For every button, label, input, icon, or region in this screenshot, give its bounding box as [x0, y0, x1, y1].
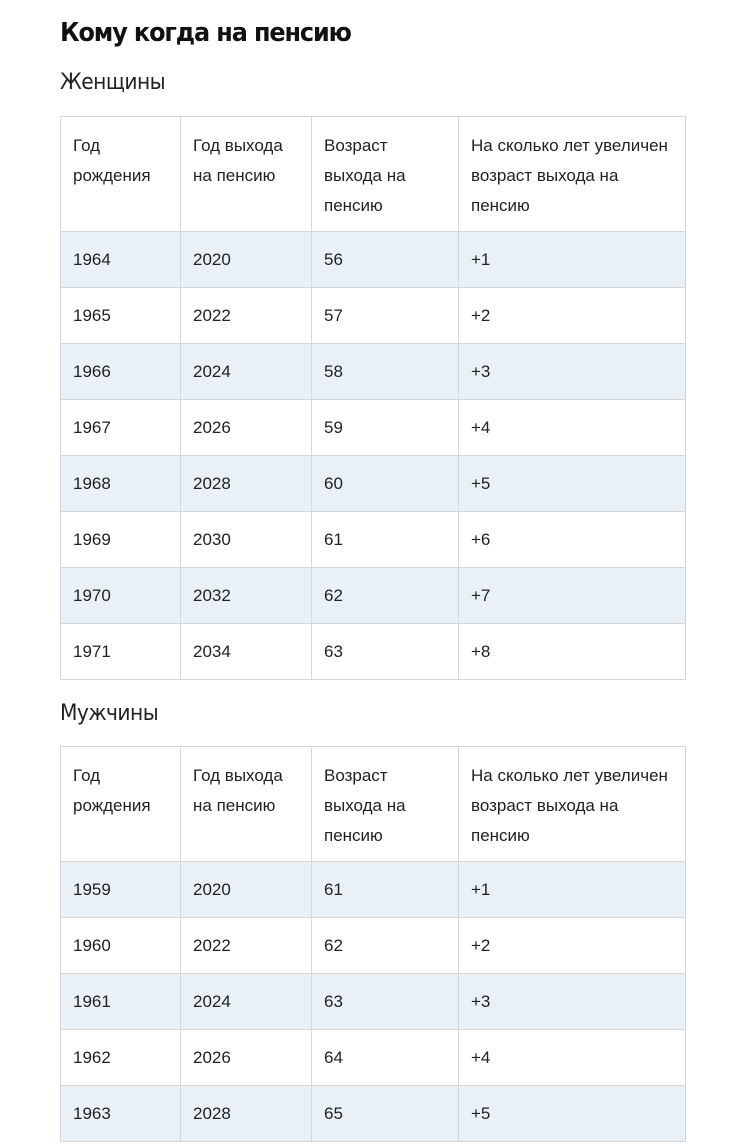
cell-retire-year: 2024	[181, 344, 312, 400]
women-heading: Женщины	[60, 70, 166, 95]
cell-retire-age: 63	[312, 624, 459, 680]
cell-increase: +5	[459, 1086, 686, 1142]
cell-retire-age: 58	[312, 344, 459, 400]
cell-retire-year: 2028	[181, 1086, 312, 1142]
cell-retire-year: 2030	[181, 512, 312, 568]
cell-increase: +2	[459, 918, 686, 974]
header-retire-year: Год выхода на пенсию	[181, 117, 312, 232]
header-retire-age: Возраст выхода на пенсию	[312, 747, 459, 862]
table-row	[61, 456, 686, 512]
cell-birth-year: 1965	[61, 288, 181, 344]
header-increase: На сколько лет увеличен возраст выхода на пенсию	[459, 747, 686, 862]
cell-retire-age: 62	[312, 918, 459, 974]
header-retire-year: Год выхода на пенсию	[181, 747, 312, 862]
table-row	[61, 568, 686, 624]
cell-retire-age: 62	[312, 568, 459, 624]
table-row	[61, 624, 686, 680]
cell-retire-age: 56	[312, 232, 459, 288]
table-header-row	[61, 117, 686, 232]
cell-increase: +2	[459, 288, 686, 344]
cell-retire-year: 2034	[181, 624, 312, 680]
table-header-row	[61, 747, 686, 862]
cell-retire-age: 65	[312, 1086, 459, 1142]
cell-increase: +1	[459, 232, 686, 288]
cell-birth-year: 1969	[61, 512, 181, 568]
men-table	[60, 746, 686, 1142]
cell-retire-year: 2028	[181, 456, 312, 512]
table-row	[61, 232, 686, 288]
men-heading: Мужчины	[60, 701, 159, 726]
table-row	[61, 1086, 686, 1142]
cell-retire-year: 2022	[181, 288, 312, 344]
cell-birth-year: 1961	[61, 974, 181, 1030]
cell-retire-year: 2026	[181, 400, 312, 456]
header-birth-year: Год рождения	[61, 747, 181, 862]
cell-retire-age: 57	[312, 288, 459, 344]
cell-birth-year: 1959	[61, 862, 181, 918]
cell-retire-age: 60	[312, 456, 459, 512]
cell-retire-age: 59	[312, 400, 459, 456]
table-row	[61, 400, 686, 456]
cell-retire-year: 2020	[181, 862, 312, 918]
header-retire-age: Возраст выхода на пенсию	[312, 117, 459, 232]
cell-birth-year: 1968	[61, 456, 181, 512]
table-row	[61, 344, 686, 400]
page-title: Кому когда на пенсию	[60, 18, 351, 48]
cell-increase: +4	[459, 1030, 686, 1086]
cell-retire-age: 63	[312, 974, 459, 1030]
cell-birth-year: 1964	[61, 232, 181, 288]
women-table-body	[61, 232, 686, 680]
header-birth-year: Год рождения	[61, 117, 181, 232]
cell-retire-age: 61	[312, 512, 459, 568]
table-row	[61, 1030, 686, 1086]
women-table	[60, 116, 686, 680]
header-increase: На сколько лет увеличен возраст выхода на пенсию	[459, 117, 686, 232]
cell-birth-year: 1971	[61, 624, 181, 680]
cell-birth-year: 1963	[61, 1086, 181, 1142]
table-row	[61, 918, 686, 974]
cell-birth-year: 1966	[61, 344, 181, 400]
cell-birth-year: 1967	[61, 400, 181, 456]
cell-retire-year: 2024	[181, 974, 312, 1030]
cell-increase: +1	[459, 862, 686, 918]
table-row	[61, 288, 686, 344]
cell-increase: +4	[459, 400, 686, 456]
cell-retire-age: 61	[312, 862, 459, 918]
table-row	[61, 862, 686, 918]
cell-increase: +8	[459, 624, 686, 680]
men-table-body	[61, 862, 686, 1142]
cell-increase: +6	[459, 512, 686, 568]
cell-increase: +3	[459, 974, 686, 1030]
table-row	[61, 974, 686, 1030]
cell-birth-year: 1960	[61, 918, 181, 974]
cell-birth-year: 1970	[61, 568, 181, 624]
cell-retire-age: 64	[312, 1030, 459, 1086]
cell-increase: +3	[459, 344, 686, 400]
cell-retire-year: 2026	[181, 1030, 312, 1086]
cell-retire-year: 2022	[181, 918, 312, 974]
cell-retire-year: 2020	[181, 232, 312, 288]
cell-increase: +5	[459, 456, 686, 512]
cell-birth-year: 1962	[61, 1030, 181, 1086]
cell-increase: +7	[459, 568, 686, 624]
table-row	[61, 512, 686, 568]
cell-retire-year: 2032	[181, 568, 312, 624]
